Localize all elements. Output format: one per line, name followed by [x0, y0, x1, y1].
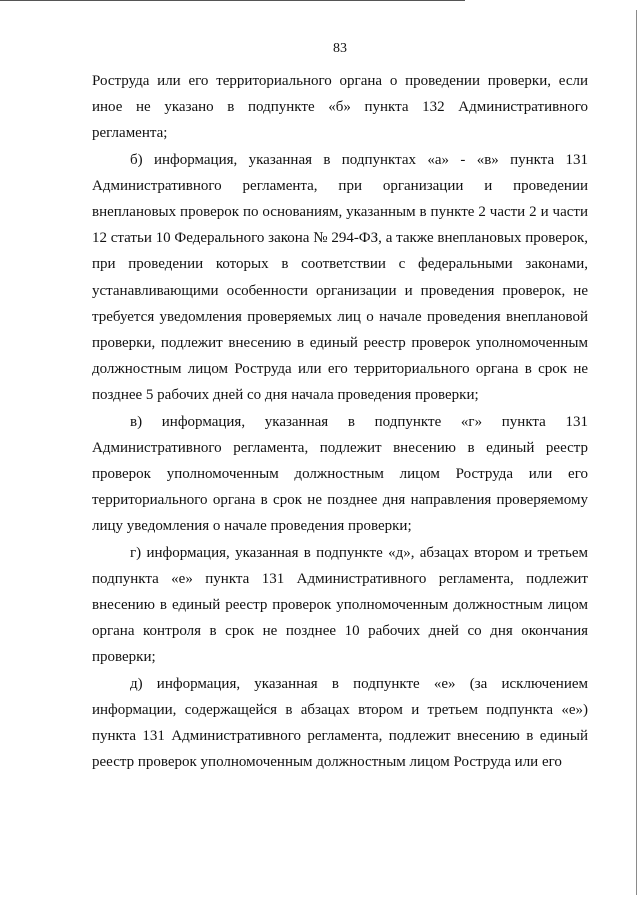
paragraph-b: б) информация, указанная в подпунктах «а» - «в» пункта 131 Административного регламента, при организации и проведении внеплановых проверок по основаниям, указанным в пункте 2 части 2 и части 12 статьи 10 Федерального закона № 294-ФЗ, а также внеплановых проверок, при проведении которых в соответствии с федеральными законами, устанавливающими особенности организации и проведения проверок, не требуется уведомления проверяемых лиц о начале проведения внеплановой проверки, подлежит внесению в единый реестр проверок уполномоченным должностным лицом Роструда или его территориального органа в срок не позднее 5 рабочих дней со дня начала проведения проверки; — [92, 151, 588, 404]
scan-edge-right-line — [636, 10, 637, 895]
paragraph-v: в) информация, указанная в подпункте «г» пункта 131 Административного регламента, подлежит внесению в единый реестр проверок уполномоченным должностным лицом Роструда или его территориального органа в срок не позднее дня направления проверяемому лицу уведомления о начале проведения проверки; — [92, 413, 588, 535]
paragraph-d: д) информация, указанная в подпункте «е» (за исключением информации, содержащейся в абзацах втором и третьем подпункта «е») пункта 131 Административного регламента, подлежит внесению в единый реестр проверок уполномоченным должностным лицом Роструда или его — [92, 675, 588, 771]
scan-edge-top-line — [0, 0, 465, 1]
document-body — [92, 68, 588, 775]
paragraph-continuation: Роструда или его территориального органа о проведении проверки, если иное не указано в подпункте «б» пункта 132 Административного регламента; — [92, 73, 588, 142]
paragraph-g: г) информация, указанная в подпункте «д», абзацах втором и третьем подпункта «е» пункта 131 Административного регламента, подлежит внесению в единый реестр проверок уполномоченным должностным лицом органа контроля в срок не позднее 10 рабочих дней со дня окончания проверки; — [92, 544, 588, 666]
page-number: 83 — [333, 41, 347, 56]
